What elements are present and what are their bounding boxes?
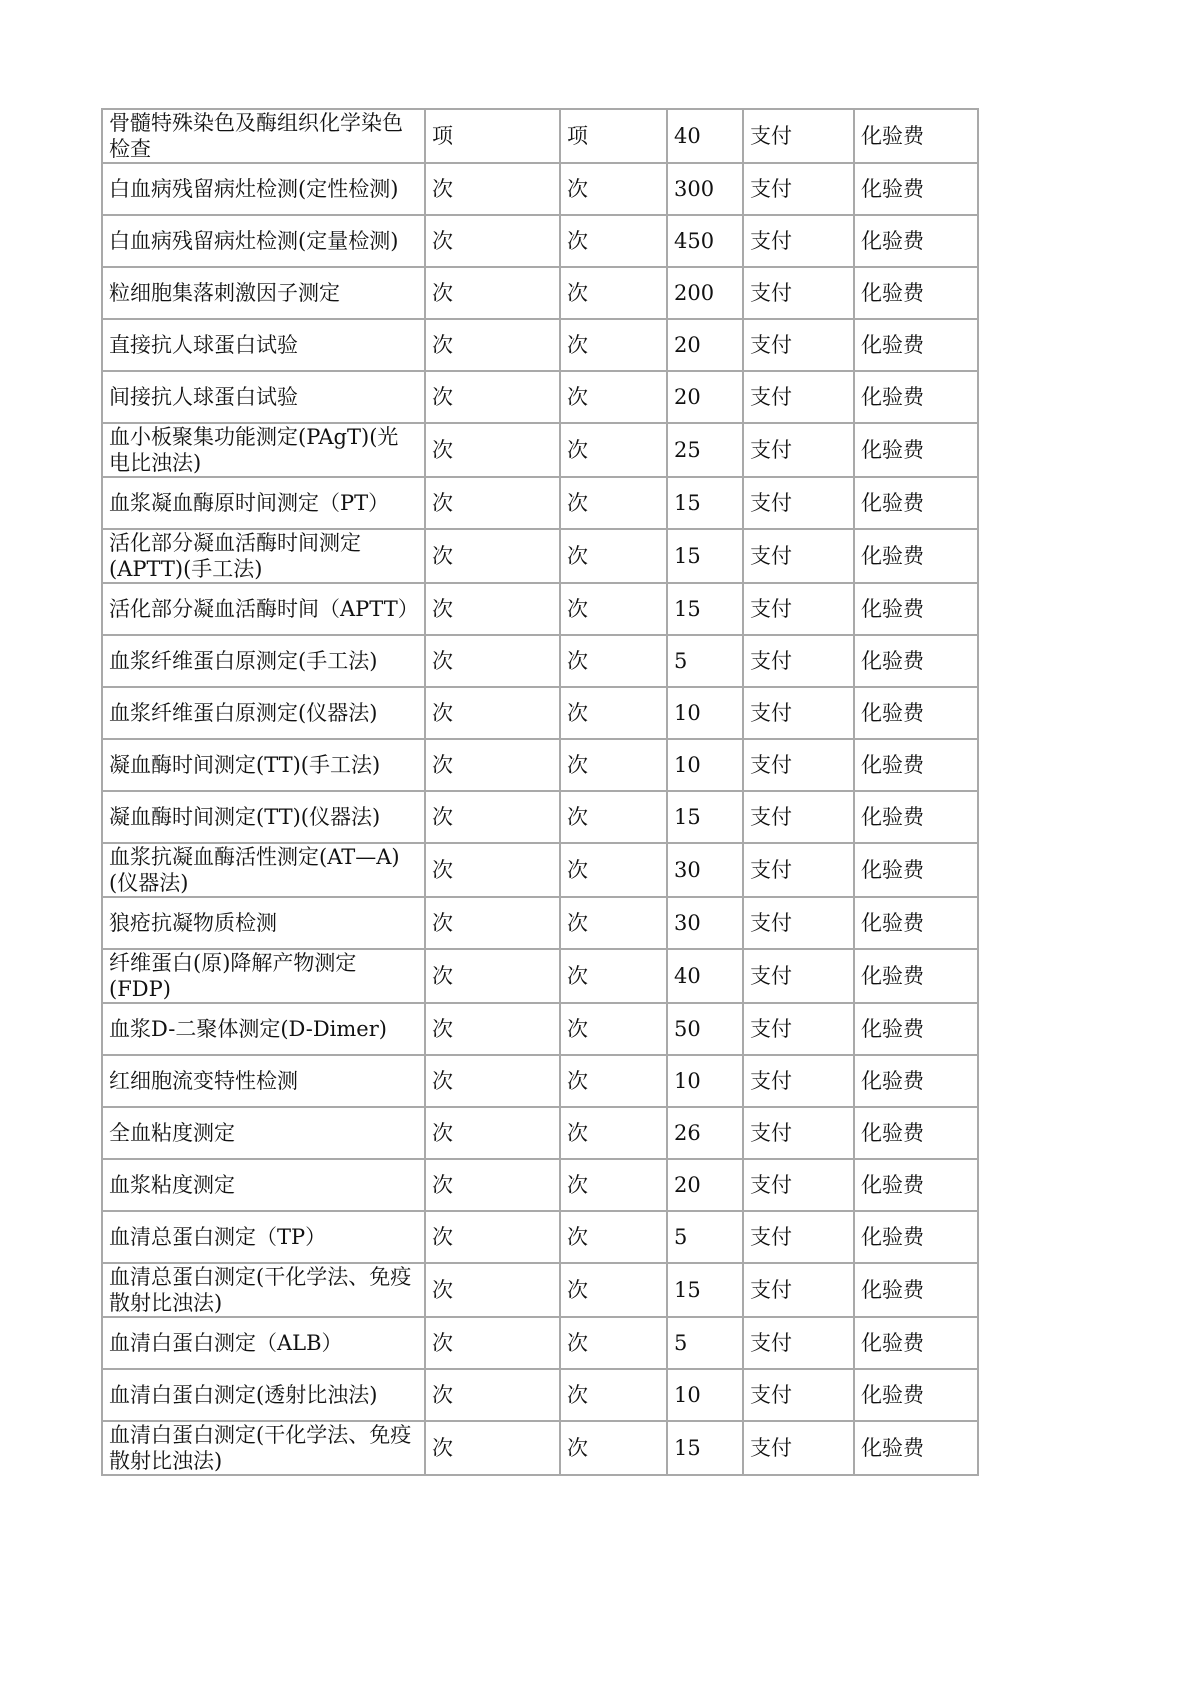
payment-cell: 支付 (743, 215, 854, 267)
price-cell: 450 (667, 215, 743, 267)
price-cell: 10 (667, 1369, 743, 1421)
unit-cell: 次 (425, 319, 560, 371)
payment-cell: 支付 (743, 1003, 854, 1055)
payment-cell: 支付 (743, 371, 854, 423)
unit-cell: 项 (425, 109, 560, 163)
item-name-cell: 血浆纤维蛋白原测定(仪器法) (102, 687, 425, 739)
billing-unit-cell: 次 (560, 1317, 667, 1369)
price-cell: 50 (667, 1003, 743, 1055)
payment-cell: 支付 (743, 583, 854, 635)
table-row (102, 739, 978, 791)
unit-cell: 次 (425, 843, 560, 897)
category-cell: 化验费 (854, 529, 978, 583)
price-cell: 25 (667, 423, 743, 477)
price-cell: 20 (667, 371, 743, 423)
unit-cell: 次 (425, 1107, 560, 1159)
item-name-cell: 凝血酶时间测定(TT)(仪器法) (102, 791, 425, 843)
table-row (102, 163, 978, 215)
payment-cell: 支付 (743, 109, 854, 163)
payment-cell: 支付 (743, 949, 854, 1003)
category-cell: 化验费 (854, 267, 978, 319)
payment-cell: 支付 (743, 739, 854, 791)
price-cell: 20 (667, 1159, 743, 1211)
billing-unit-cell: 次 (560, 1055, 667, 1107)
unit-cell: 次 (425, 215, 560, 267)
billing-unit-cell: 次 (560, 423, 667, 477)
category-cell: 化验费 (854, 843, 978, 897)
fee-table (101, 108, 979, 1476)
payment-cell: 支付 (743, 1159, 854, 1211)
unit-cell: 次 (425, 267, 560, 319)
payment-cell: 支付 (743, 897, 854, 949)
billing-unit-cell: 次 (560, 1421, 667, 1475)
category-cell: 化验费 (854, 687, 978, 739)
billing-unit-cell: 次 (560, 1211, 667, 1263)
category-cell: 化验费 (854, 109, 978, 163)
item-name-cell: 间接抗人球蛋白试验 (102, 371, 425, 423)
payment-cell: 支付 (743, 1421, 854, 1475)
item-name-cell: 狼疮抗凝物质检测 (102, 897, 425, 949)
table-row (102, 319, 978, 371)
price-cell: 40 (667, 109, 743, 163)
unit-cell: 次 (425, 163, 560, 215)
category-cell: 化验费 (854, 897, 978, 949)
table-row (102, 583, 978, 635)
billing-unit-cell: 次 (560, 583, 667, 635)
category-cell: 化验费 (854, 1263, 978, 1317)
price-cell: 20 (667, 319, 743, 371)
unit-cell: 次 (425, 423, 560, 477)
fee-table-body (102, 109, 978, 1475)
category-cell: 化验费 (854, 739, 978, 791)
table-row (102, 1055, 978, 1107)
item-name-cell: 血清总蛋白测定（TP） (102, 1211, 425, 1263)
table-row (102, 371, 978, 423)
table-row (102, 215, 978, 267)
billing-unit-cell: 次 (560, 319, 667, 371)
table-row (102, 1003, 978, 1055)
item-name-cell: 血浆粘度测定 (102, 1159, 425, 1211)
unit-cell: 次 (425, 477, 560, 529)
category-cell: 化验费 (854, 791, 978, 843)
table-row (102, 843, 978, 897)
unit-cell: 次 (425, 791, 560, 843)
price-cell: 300 (667, 163, 743, 215)
billing-unit-cell: 次 (560, 215, 667, 267)
item-name-cell: 血浆纤维蛋白原测定(手工法) (102, 635, 425, 687)
table-row (102, 897, 978, 949)
item-name-cell: 红细胞流变特性检测 (102, 1055, 425, 1107)
payment-cell: 支付 (743, 1107, 854, 1159)
payment-cell: 支付 (743, 319, 854, 371)
payment-cell: 支付 (743, 1263, 854, 1317)
payment-cell: 支付 (743, 1317, 854, 1369)
table-row (102, 635, 978, 687)
billing-unit-cell: 次 (560, 477, 667, 529)
unit-cell: 次 (425, 1211, 560, 1263)
billing-unit-cell: 次 (560, 897, 667, 949)
billing-unit-cell: 次 (560, 1003, 667, 1055)
table-row (102, 267, 978, 319)
category-cell: 化验费 (854, 1159, 978, 1211)
price-cell: 10 (667, 1055, 743, 1107)
item-name-cell: 血清白蛋白测定(透射比浊法) (102, 1369, 425, 1421)
table-row (102, 529, 978, 583)
item-name-cell: 白血病残留病灶检测(定量检测) (102, 215, 425, 267)
unit-cell: 次 (425, 371, 560, 423)
price-cell: 15 (667, 1263, 743, 1317)
category-cell: 化验费 (854, 1107, 978, 1159)
payment-cell: 支付 (743, 635, 854, 687)
category-cell: 化验费 (854, 1211, 978, 1263)
unit-cell: 次 (425, 949, 560, 1003)
table-row (102, 477, 978, 529)
billing-unit-cell: 次 (560, 1107, 667, 1159)
table-row (102, 423, 978, 477)
unit-cell: 次 (425, 1159, 560, 1211)
unit-cell: 次 (425, 1369, 560, 1421)
category-cell: 化验费 (854, 477, 978, 529)
item-name-cell: 血浆抗凝血酶活性测定(AT—A)(仪器法) (102, 843, 425, 897)
price-cell: 5 (667, 1211, 743, 1263)
price-cell: 15 (667, 583, 743, 635)
unit-cell: 次 (425, 1317, 560, 1369)
payment-cell: 支付 (743, 477, 854, 529)
price-cell: 15 (667, 791, 743, 843)
payment-cell: 支付 (743, 1369, 854, 1421)
item-name-cell: 血清白蛋白测定(干化学法、免疫散射比浊法) (102, 1421, 425, 1475)
price-cell: 40 (667, 949, 743, 1003)
payment-cell: 支付 (743, 163, 854, 215)
price-cell: 200 (667, 267, 743, 319)
unit-cell: 次 (425, 583, 560, 635)
category-cell: 化验费 (854, 319, 978, 371)
billing-unit-cell: 次 (560, 529, 667, 583)
item-name-cell: 血清总蛋白测定(干化学法、免疫散射比浊法) (102, 1263, 425, 1317)
category-cell: 化验费 (854, 583, 978, 635)
item-name-cell: 骨髓特殊染色及酶组织化学染色检查 (102, 109, 425, 163)
payment-cell: 支付 (743, 843, 854, 897)
payment-cell: 支付 (743, 1211, 854, 1263)
payment-cell: 支付 (743, 1055, 854, 1107)
billing-unit-cell: 次 (560, 635, 667, 687)
payment-cell: 支付 (743, 529, 854, 583)
unit-cell: 次 (425, 739, 560, 791)
price-cell: 30 (667, 843, 743, 897)
billing-unit-cell: 项 (560, 109, 667, 163)
payment-cell: 支付 (743, 423, 854, 477)
table-row (102, 687, 978, 739)
billing-unit-cell: 次 (560, 687, 667, 739)
unit-cell: 次 (425, 1003, 560, 1055)
table-row (102, 791, 978, 843)
unit-cell: 次 (425, 1263, 560, 1317)
billing-unit-cell: 次 (560, 267, 667, 319)
category-cell: 化验费 (854, 1421, 978, 1475)
unit-cell: 次 (425, 529, 560, 583)
billing-unit-cell: 次 (560, 739, 667, 791)
price-cell: 15 (667, 1421, 743, 1475)
category-cell: 化验费 (854, 1003, 978, 1055)
table-row (102, 109, 978, 163)
item-name-cell: 血浆凝血酶原时间测定（PT） (102, 477, 425, 529)
table-row (102, 1107, 978, 1159)
payment-cell: 支付 (743, 687, 854, 739)
table-row (102, 949, 978, 1003)
table-row (102, 1421, 978, 1475)
category-cell: 化验费 (854, 215, 978, 267)
item-name-cell: 粒细胞集落刺激因子测定 (102, 267, 425, 319)
price-cell: 15 (667, 477, 743, 529)
category-cell: 化验费 (854, 423, 978, 477)
unit-cell: 次 (425, 1055, 560, 1107)
billing-unit-cell: 次 (560, 791, 667, 843)
item-name-cell: 活化部分凝血活酶时间测定(APTT)(手工法) (102, 529, 425, 583)
unit-cell: 次 (425, 897, 560, 949)
price-cell: 10 (667, 687, 743, 739)
unit-cell: 次 (425, 687, 560, 739)
item-name-cell: 白血病残留病灶检测(定性检测) (102, 163, 425, 215)
item-name-cell: 全血粘度测定 (102, 1107, 425, 1159)
price-cell: 10 (667, 739, 743, 791)
item-name-cell: 血小板聚集功能测定(PAgT)(光电比浊法) (102, 423, 425, 477)
table-row (102, 1211, 978, 1263)
item-name-cell: 血清白蛋白测定（ALB） (102, 1317, 425, 1369)
price-cell: 26 (667, 1107, 743, 1159)
billing-unit-cell: 次 (560, 163, 667, 215)
billing-unit-cell: 次 (560, 1369, 667, 1421)
item-name-cell: 凝血酶时间测定(TT)(手工法) (102, 739, 425, 791)
price-cell: 15 (667, 529, 743, 583)
table-row (102, 1263, 978, 1317)
item-name-cell: 纤维蛋白(原)降解产物测定(FDP) (102, 949, 425, 1003)
category-cell: 化验费 (854, 1055, 978, 1107)
price-cell: 5 (667, 1317, 743, 1369)
billing-unit-cell: 次 (560, 843, 667, 897)
unit-cell: 次 (425, 635, 560, 687)
item-name-cell: 活化部分凝血活酶时间（APTT） (102, 583, 425, 635)
item-name-cell: 血浆D-二聚体测定(D-Dimer) (102, 1003, 425, 1055)
payment-cell: 支付 (743, 791, 854, 843)
billing-unit-cell: 次 (560, 949, 667, 1003)
unit-cell: 次 (425, 1421, 560, 1475)
category-cell: 化验费 (854, 1317, 978, 1369)
table-row (102, 1159, 978, 1211)
category-cell: 化验费 (854, 163, 978, 215)
item-name-cell: 直接抗人球蛋白试验 (102, 319, 425, 371)
price-cell: 5 (667, 635, 743, 687)
category-cell: 化验费 (854, 949, 978, 1003)
price-cell: 30 (667, 897, 743, 949)
billing-unit-cell: 次 (560, 1159, 667, 1211)
category-cell: 化验费 (854, 1369, 978, 1421)
category-cell: 化验费 (854, 371, 978, 423)
category-cell: 化验费 (854, 635, 978, 687)
billing-unit-cell: 次 (560, 371, 667, 423)
table-row (102, 1317, 978, 1369)
payment-cell: 支付 (743, 267, 854, 319)
billing-unit-cell: 次 (560, 1263, 667, 1317)
table-row (102, 1369, 978, 1421)
